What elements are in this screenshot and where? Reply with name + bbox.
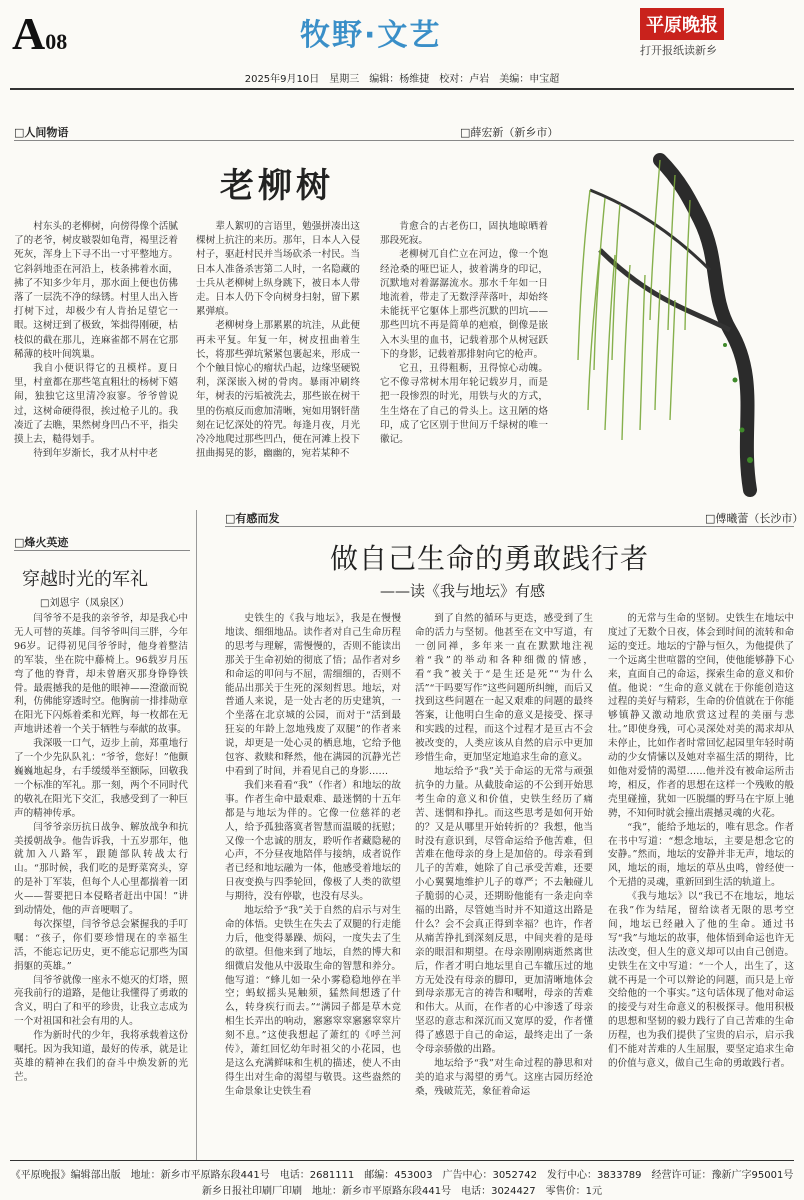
footer-rule <box>10 1160 794 1161</box>
newspaper-logo: 平原晚报 打开报纸读新乡 <box>640 8 798 58</box>
article-1-col-1: 村东头的老柳树，向傍得像个活腻了的老爷，树皮皲裂如龟背，褐里泛着死灰，浑身上下寻不出一寸平整地方。它斜斜地歪在河沿上，枝条拂着水面，拂了不知多少年月，那水面上便也仿佛落了一层洗不净的绿锈。村里人出入皆打树下过，却极少有人肯抬足望它一眼。这树迂到了极致，笨拙得刚硬，枯枝似的截在那儿，连麻雀都不屑在它那稀薄的枝叶间筑巢。 我自小便识得它的丑模样。夏日里，村童都在那些笔直粗壮的杨树下嬉闹，独独它这里清冷寂寥。爷爷曾说过，这树命硬得很，挨过枪子儿的。我凑近了去瞧，果然树身凹凸不平，指尖摸上去，糙得划手。 待到年岁渐长，我才从村中老 <box>14 221 178 460</box>
section-tag-3: □烽火英迹 <box>14 536 69 549</box>
article-2-col-2: 到了自然的循环与更迭，感受到了生命的活力与坚韧。他甚至在文中写道，有一创同禅，多年来一直在默默地注视着“我”的举动和各种细微的情感，看“我”被关于“是生还是死”“为什么活”“干吗要写作”这些问题所纠缠，而后又找到这些问题在一起又艰难的问题的最终答案，让他明白生命的意义是接受、探寻和实践的过程，而这个过程才是亘古不会被改变的，人类应该从自然的启示中更加珍惜生命，更加坚定地追求生命的意义。 地坛给予“我”关于命运的无常与顽强抗争的力量。从截肢命运的不公到开始思考生命的意义和价值，史铁生经历了痛苦、迷惘和挣扎。而这些思考是如何开始的？又是从哪里开始转折的？我想，他当时没有意识到，尽管命运给予他苦难，但苦难在他母亲的身上是加倍的。母亲看到儿子的苦难，她除了自己承受苦难，还要小心翼翼地维护儿子的尊严；不去触碰儿子脆弱的心灵，还期盼他能有一条走向幸福的出路，尽管她当时并不知道这出路是什么？会不会真正得到幸福？也许，作者从痛苦挣扎到深刻反思，中间夹着的是母亲的眼泪和期望。在母亲刚刚病逝然离世后，作者才明白地坛里自己车辙压过的地方无处没有母亲的脚印，更加清晰地体会到母亲那无言的祷告和嘱咐，母亲的苦难和伟大。从而，在作者的心中渗透了母亲坚忍的意志和深沉而又宽厚的爱，作者懂得了感恩于自己的命运，最终走出了一条令母亲骄傲的出路。 地坛给予“我”对生命过程的静思和对美的追求与渴望的勇气。这座古园历经沧桑，残破荒芜，象征着命运 <box>415 613 593 1097</box>
article-subtitle-2: ——读《我与地坛》有感 <box>380 582 546 600</box>
page-number: A08 <box>12 8 68 59</box>
willow-tree-painting <box>560 130 790 500</box>
article-1-col-2: 辈人絮叨的言语里，勉强拼凑出这棵树上抗注的来历。那年，日本人入侵村子，驱赶村民并当场砍杀一村民。当日本人准备杀害第二人时，一名隐藏的士兵从老柳树上纵身跳下，被日本人带走。日本人仍下令向树身扫射，留下累累弹痕。 老柳树身上那累累的坑洼，从此便再未平复。年复一年，树皮扭曲着生长，将那些弹坑紧紧包裹起来，形成一个个触目惊心的瘤状凸起，边缘坚硬锐利，深深嵌入树的骨肉。暴雨冲刷终年，树表的污垢被洗去，那些嵌在树干里的伤痕反而愈加清晰，宛如用钢钎凿刻在记忆深处的符咒。每逢月夜，月光冷冷地爬过那些凹凸，便在河滩上投下扭曲揭晃的影，幽幽的，宛若某种不 <box>196 221 360 460</box>
article-2-col-3: 的无常与生命的坚韧。史铁生在地坛中度过了无数个日夜，体会到时间的流转和命运的变迁。地坛的宁静与恒久，为他提供了一个远离尘世喧嚣的空间，使他能够静下心来，直面自己的命运，探索生命的意义和价值。他说：“生命的意义就在于你能创造这过程的美好与精彩，生命的价值就在于你能够镇静又激动地欣赏这过程的美丽与悲壮。”即使身残，可心灵深处对美的渴求却从未停止，比如作者时常回忆起园里年轻时萌动的少女情愫以及她对幸福生活的期待，比如他对爱情的渴望……他并没有被命运所击垮，相反，作者的思想在这样一个残败的般壳里碰撞，犹如一匹脱缰的野马在宇原上驰骋，不知何时就会撞出震撼灵魂的火花。 “我”，能给予地坛的，唯有思念。作者在书中写道：“想念地坛，主要是想念它的安静。”然而，地坛的安静并非无声，地坛的风，地坛的雨，地坛的草丛虫鸣，曾经使一个无措的灵魂，重新回到生活的轨道上。 《我与地坛》以“我已不在地坛，地坛在我”作为结尾，留给读者无限的思考空间，地坛已经融入了他的生命。通过书写“我”与地坛的故事，他体悟到命运也许无法改变，但人生的意义却可以由自己创造。史铁生在文中写道：“一个人，出生了，这就不再是一个可以辩论的问题，而只是上帝交给他的一个事实。”这句话体现了他对命运的接受与对生命意义的积极探寻。他用积极的思想和坚韧的毅力践行了自己苦难的生命历程，也为我们提供了宝贵的启示，启示我们不能对苦难的人生屈服，要坚定追求生命的价值与意义，做自己生命的勇敢践行者。 <box>608 613 794 1069</box>
column-divider <box>196 510 197 1160</box>
article-title-1: 老柳树 <box>220 166 334 206</box>
footer-line-2: 新乡日报社印刷厂印刷 地址：新乡市平原路东段441号 电话：3024427 零售价：1元 <box>202 1186 602 1197</box>
dateline: 2025年9月10日 星期三 编辑：杨维捷 校对：卢岩 美编：申宝超 <box>244 74 560 85</box>
section-tag-1: □人间物语 <box>14 126 69 139</box>
author-1: □薛宏新（新乡市） <box>460 126 559 139</box>
footer-line-1: 《平原晚报》编辑部出版 地址：新乡市平原路东段441号 电话：2681111 邮编：453003 广告中心：3052742 发行中心：3833789 经营许可证：豫新广字95001号 <box>10 1170 794 1181</box>
author-3: □刘恩宇（凤泉区） <box>40 598 130 609</box>
author-2: □傅曦蕾（长沙市） <box>705 512 804 525</box>
section-rule-2 <box>225 526 794 527</box>
article-1-col-3: 肯愈合的古老伤口，固执地晾晒着那段死寂。 老柳树兀自伫立在河边，像一个饱经沧桑的哑巴证人，披着满身的印记，沉默地对着潺潺流水。那水千年如一日地流着，带走了无数浮萍落叶，却始终未能抚平它躯体上那些沉默的凹坑——那些凹坑不再是简单的疤痕，倒像是嵌入木头里的血书，记载着那个从树冠跃下的身影，记载着那排射向它的枪声。 它丑，丑得粗粝，丑得惊心动魄。它不像寻常树木用年轮记载岁月，而是把一段惨烈的时光，用铁与火的方式，生生烙在了自己的骨头上。这丑陋的烙印，成了它区别于世间万千绿树的唯一徽记。 <box>380 221 548 446</box>
article-title-2: 做自己生命的勇敢践行者 <box>330 542 650 575</box>
section-rule-3 <box>14 550 190 551</box>
header-rule <box>10 88 794 90</box>
article-title-3: 穿越时光的军礼 <box>22 569 148 590</box>
article-2-col-1: 史铁生的《我与地坛》，我是在慢慢地读、细细地品。读作者对自己生命历程的思考与理解，需慢慢的，否则不能读出那关于生命初始的彻底了悟；品作者对乡和命运的叩问与不屈，需细细的，否则不能品出那关于生死的深刻哲思。地坛，对普通人来说，是一处古老的历史建筑，一个坐落在北京城的公园，而对于“活到最狂妄的年龄上忽地残废了双腿”的作者来说，却更是一处心灵的栖息地，它给予他包容、救赎和释然，他在满园的沉静光芒中看到了时间，并看见自己的身影…… 我们来看看“我”（作者）和地坛的故事。作者生命中最艰难、最迷惘的十五年都是与地坛为伴的。它像一位慈祥的老人，给予孤独落寞者智慧而温暖的抚慰；又像一个忠诚的朋友，聆听作者藏隐秘的心声，不分昼夜地陪伴与接纳，成者说作者已经和地坛融为一体，他感受着地坛的日夜变换与四季轮回，像极了人类的欲望与期待，没有停歇，也没有尽头。 地坛给予“我”关于自然的启示与对生命的体悟。史铁生在失去了双腿的行走能力后，他变得暴躁、烦闷，一度失去了生的欲望。但他来到了地坛，自然的博大和细微启发他从中汲取生命的智慧和养分。他写道：“蜂儿如一朵小雾稳稳地停在半空；蚂蚁摇头晃触须，猛然间想透了什么，转身疾行而去。”“满园子都是草木竞相生长弄出的响动，窸窸窣窣窸窸窣窣片刻不息。”这使我想起了萧红的《呼兰河传》，萧红回忆幼年时祖父的小花园，也是这么充满鲜味和生机的描述，使人不由得生出对生命的渴望与敬畏。这些盎然的生命景象让史铁生看 <box>225 613 401 1097</box>
article-3-body: 闫爷爷不是我的亲爷爷，却是我心中无人可替的英雄。闫爷爷叫闫三胖，今年96岁。记得初见闫爷爷时，他身着整洁的军装，坐在院中藤椅上。96载岁月压弯了他的脊背，却未曾磨灭那身铮铮铁骨。最震撼我的是他的眼神——澄澈而锐利，仿佛能穿透时空。他胸前一排排勋章在阳光下闪烁着柔和光辉，每一枚都在无声地讲述着一个关于牺牲与奉献的故事。 我深吸一口气，迈步上前，郑重地行了一个少先队队礼：“爷爷，您好！”他颤巍巍地起身，右手缓缓举至额际，回敬我一个标准的军礼。那一刻，两个不同时代的敬礼在阳光下交汇，我感受到了一种巨声的精神传承。 闫爷爷亲历抗日战争、解放战争和抗美援朝战争。他告诉我，十五岁那年，他就加入八路军，跟随部队转战太行山。“那时候，我们吃的是野菜窝头，穿的是补丁军装，但每个人心里都揣着一团火——誓要把日本侵略者赶出中国！”讲到动情处，他的声音哽咽了。 每次探望，闫爷爷总会紧握我的手叮嘱：“孩子，你们要珍惜现在的幸福生活，不能忘记历史，更不能忘记那些为国捐躯的英雄。” 闫爷爷就像一座永不熄灭的灯塔，照亮我前行的道路，是他让我懂得了勇敢的含义，明白了和平的珍贵，让我立志成为一个对祖国和社会有用的人。 作为新时代的少年，我将承载着这份嘱托。因为我知道，最好的传承，就是让英雄的精神在我们的奋斗中焕发新的光芒。 <box>14 613 188 1083</box>
section-tag-2: □有感而发 <box>225 512 280 525</box>
section-masthead: 牧野·文艺 <box>300 18 442 53</box>
